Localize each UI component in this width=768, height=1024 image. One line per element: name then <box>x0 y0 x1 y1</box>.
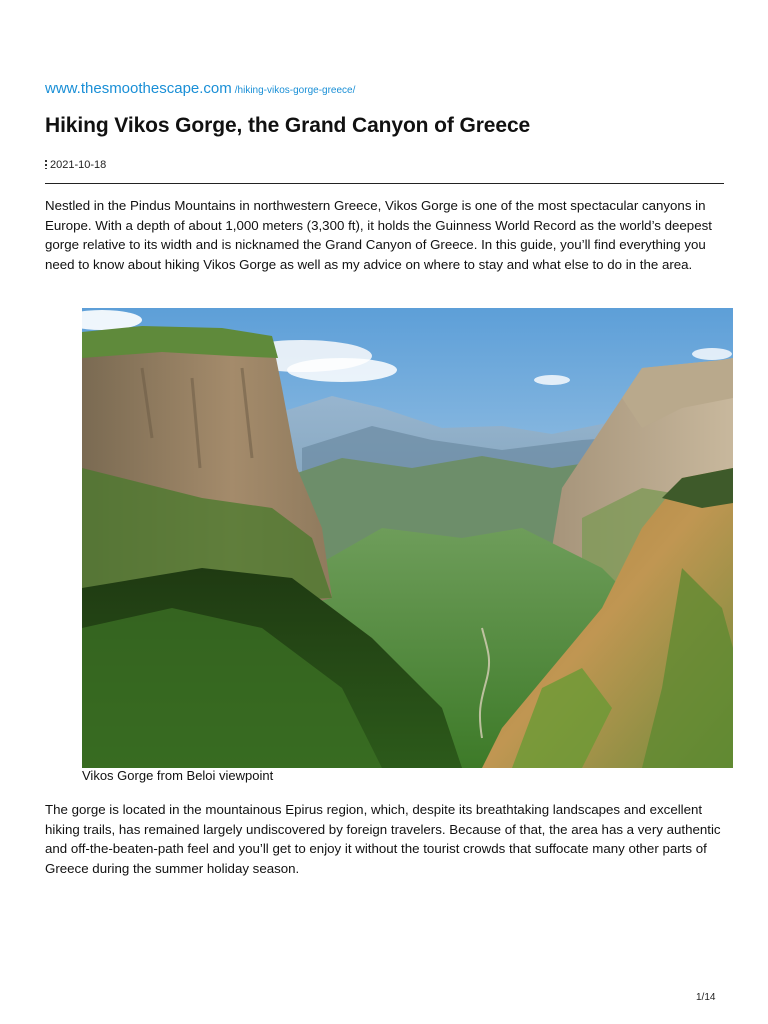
source-domain-link[interactable]: www.thesmoothescape.com <box>45 80 232 97</box>
photo-caption: Vikos Gorge from Beloi viewpoint <box>82 768 274 783</box>
body-paragraph: The gorge is located in the mountainous Epirus region, which, despite its breathtaking landscapes and excellent hiking trails, has remained largely undiscovered by foreign travelers. Because of that, the area has a very authentic and off-the-beaten-path feel and you’ll get to enjoy it without the tourist crowds that suffocate many other parts of Greece during the summer holiday season. <box>45 802 721 876</box>
intro-paragraph: Nestled in the Pindus Mountains in northwestern Greece, Vikos Gorge is one of the most spectacular canyons in Europe. With a depth of about 1,000 meters (3,300 ft), it holds the Guinness World Record as the world’s deepest gorge relative to its width and is nicknamed the Grand Canyon of Greece. In this guide, you’ll find everything you need to know about hiking Vikos Gorge as well as my advice on where to stay and what else to do in the area. <box>45 198 712 272</box>
gorge-photo-illustration <box>82 308 733 768</box>
header-divider <box>45 183 724 184</box>
article-date: 2021-10-18 <box>50 159 107 171</box>
article-title: Hiking Vikos Gorge, the Grand Canyon of Greece <box>45 114 531 137</box>
calendar-icon <box>45 159 47 169</box>
source-path-link[interactable]: /hiking-vikos-gorge-greece/ <box>234 85 356 96</box>
source-url[interactable] <box>45 80 355 98</box>
gorge-photo <box>82 308 733 768</box>
page-number: 1/14 <box>696 992 716 1003</box>
article-meta <box>45 159 106 171</box>
